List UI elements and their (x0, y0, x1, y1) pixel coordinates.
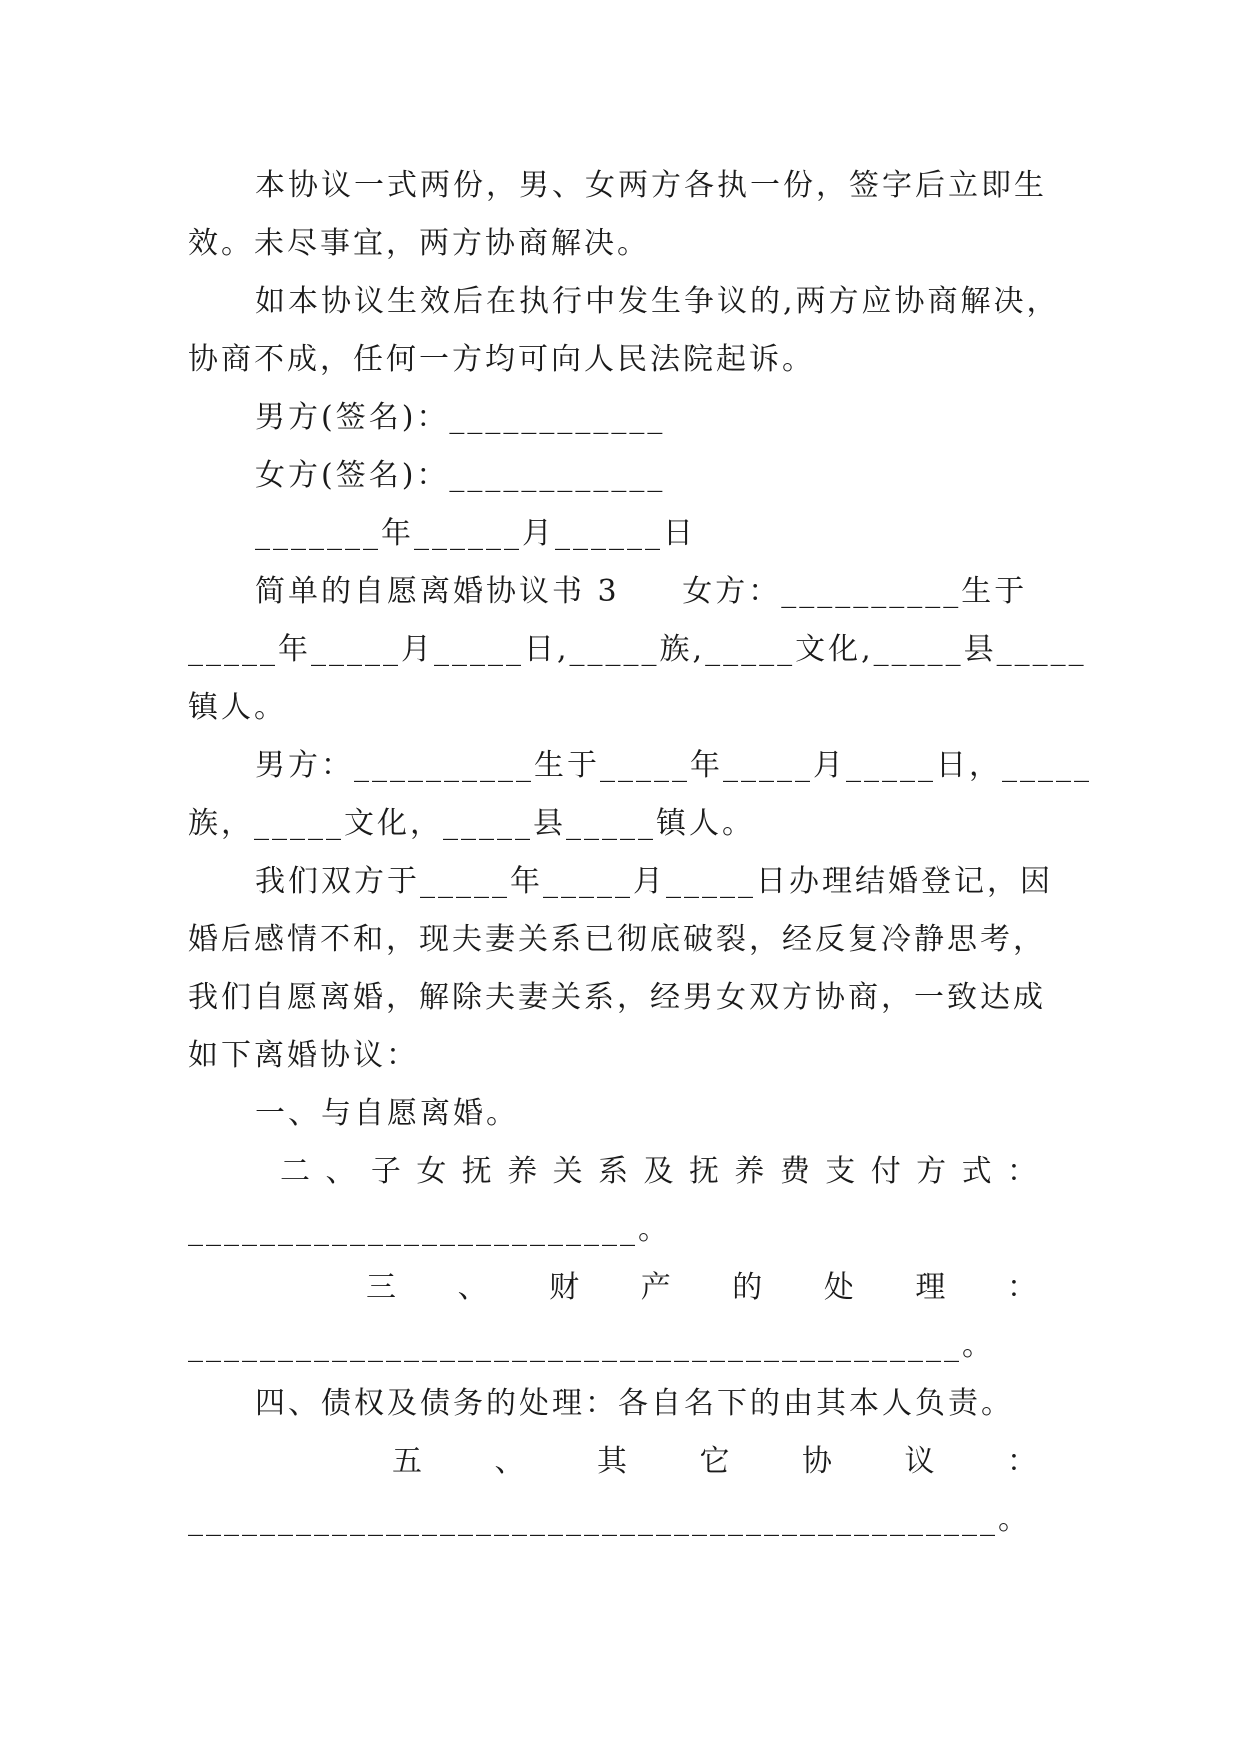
clause-char: 子 (370, 1154, 404, 1189)
male-signature-line: 男方(签名)：____________ (255, 400, 666, 435)
clause-char: 五 (392, 1444, 425, 1479)
clause-char: 它 (699, 1444, 733, 1479)
clause-char: 方 (916, 1154, 950, 1189)
clause-1: 一、与自愿离婚。 (255, 1096, 519, 1131)
clause-5 (392, 1442, 1040, 1482)
clause-char: 系 (598, 1154, 632, 1189)
clause-char: 式 (961, 1154, 995, 1189)
clause-char: 理 (915, 1270, 949, 1305)
clause-char: 、 (325, 1154, 359, 1189)
clause-char: ： (1006, 1270, 1040, 1305)
paragraph-line: 婚后感情不和，现夫妻关系已彻底破裂，经反复冷静思考， (188, 922, 1046, 957)
paragraph-line: 族，_____文化，_____县_____镇人。 (188, 806, 755, 841)
clause-char: 关 (552, 1154, 586, 1189)
clause-char: 及 (643, 1154, 677, 1189)
clause-char: ： (1007, 1444, 1040, 1479)
clause-char: 财 (549, 1270, 583, 1305)
paragraph-line: 如本协议生效后在执行中发生争议的,两方应协商解决， (255, 284, 1060, 319)
clause-2 (280, 1152, 1040, 1192)
clause-char: 协 (802, 1444, 835, 1479)
clause-char: 、 (457, 1270, 491, 1305)
paragraph-line: 我们双方于_____年_____月_____日办理结婚登记，因 (255, 864, 1053, 899)
clause-5-blank: _____________________________________________。 (188, 1502, 1031, 1537)
clause-char: 议 (904, 1444, 938, 1479)
clause-char: 产 (640, 1270, 674, 1305)
paragraph-line: _____年_____月_____日,_____族,_____文化,_____县_____ (188, 632, 1087, 667)
paragraph-line: 本协议一式两份，男、女两方各执一份，签字后立即生 (255, 168, 1047, 203)
paragraph-line: 男方：__________生于_____年_____月_____日，_____ (255, 748, 1092, 783)
clause-char: 其 (597, 1444, 630, 1479)
clause-3 (366, 1268, 1040, 1308)
clause-char: 的 (732, 1270, 766, 1305)
clause-char: 费 (779, 1154, 813, 1189)
clause-char: 付 (870, 1154, 904, 1189)
clause-char: 支 (825, 1154, 859, 1189)
clause-char: 、 (494, 1444, 528, 1479)
agreement-heading-line: 简单的自愿离婚协议书 3 女方：__________生于 (255, 574, 1028, 609)
clause-char: 处 (823, 1270, 857, 1305)
clause-char: ： (1007, 1154, 1040, 1189)
clause-2-blank: _________________________。 (188, 1212, 671, 1247)
clause-3-blank: ___________________________________________。 (188, 1328, 995, 1363)
clause-char: 二 (280, 1154, 313, 1189)
paragraph-line: 如下离婚协议： (188, 1038, 419, 1073)
paragraph-line: 效。未尽事宜，两方协商解决。 (188, 226, 650, 261)
paragraph-line: 我们自愿离婚，解除夫妻关系，经男女双方协商，一致达成 (188, 980, 1046, 1015)
clause-char: 三 (366, 1270, 399, 1305)
paragraph-line: 镇人。 (188, 690, 287, 725)
female-signature-line: 女方(签名)：____________ (255, 458, 666, 493)
clause-char: 女 (416, 1154, 450, 1189)
clause-char: 抚 (688, 1154, 722, 1189)
clause-char: 养 (507, 1154, 541, 1189)
clause-4: 四、债权及债务的处理：各自名下的由其本人负责。 (255, 1386, 1014, 1421)
paragraph-line: 协商不成，任何一方均可向人民法院起诉。 (188, 342, 815, 377)
clause-char: 养 (734, 1154, 768, 1189)
clause-char: 抚 (461, 1154, 495, 1189)
date-line: _______年______月______日 (255, 516, 696, 551)
